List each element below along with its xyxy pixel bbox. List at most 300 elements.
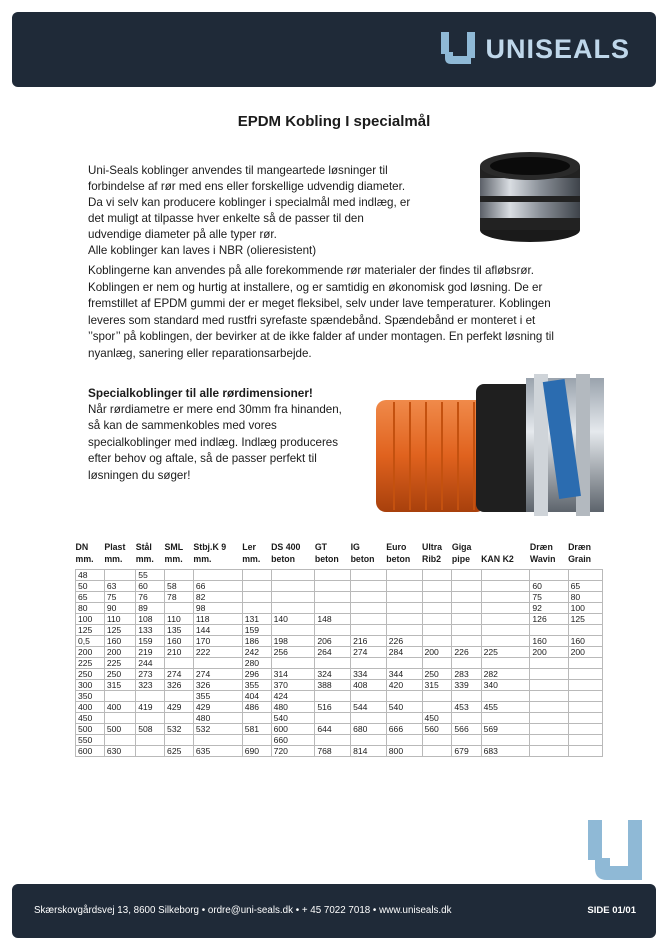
table-cell: 92 bbox=[530, 603, 568, 614]
table-cell bbox=[351, 570, 387, 581]
table-cell bbox=[568, 669, 602, 680]
table-cell bbox=[351, 735, 387, 746]
table-cell bbox=[315, 603, 351, 614]
table-cell bbox=[530, 669, 568, 680]
table-row bbox=[76, 581, 603, 592]
table-row bbox=[76, 680, 603, 691]
table-cell: 625 bbox=[165, 746, 194, 757]
table-cell: 581 bbox=[242, 724, 271, 735]
column-header-text: Ultra bbox=[422, 542, 443, 552]
table-cell bbox=[104, 735, 135, 746]
table-cell bbox=[530, 658, 568, 669]
table-cell: 323 bbox=[136, 680, 165, 691]
table-cell: 429 bbox=[193, 702, 242, 713]
table-cell: 569 bbox=[481, 724, 530, 735]
table-cell bbox=[271, 592, 315, 603]
column-header bbox=[452, 540, 481, 570]
table-cell bbox=[568, 625, 602, 636]
table-cell bbox=[315, 735, 351, 746]
table-cell bbox=[452, 614, 481, 625]
intro-line: Alle koblinger kan laves i NBR (olieresistent) bbox=[88, 244, 317, 257]
table-row bbox=[76, 669, 603, 680]
table-cell: 90 bbox=[104, 603, 135, 614]
column-header-text: SML bbox=[164, 542, 184, 552]
column-header bbox=[530, 540, 568, 570]
table-cell bbox=[271, 603, 315, 614]
intro-line: forbindelse af rør med ens eller forskellige udvendig diameter. bbox=[88, 180, 406, 193]
column-header-text: Wavin bbox=[529, 553, 556, 564]
table-cell bbox=[242, 592, 271, 603]
table-cell bbox=[315, 658, 351, 669]
column-header-text: pipe bbox=[451, 553, 470, 564]
table-cell: 160 bbox=[568, 636, 602, 647]
table-cell bbox=[315, 691, 351, 702]
table-cell: 344 bbox=[386, 669, 422, 680]
table-cell: 264 bbox=[315, 647, 351, 658]
table-cell bbox=[452, 735, 481, 746]
table-cell: 75 bbox=[530, 592, 568, 603]
table-cell bbox=[271, 581, 315, 592]
table-cell: 720 bbox=[271, 746, 315, 757]
table-cell bbox=[481, 603, 530, 614]
table-cell: 355 bbox=[193, 691, 242, 702]
table-row bbox=[76, 735, 603, 746]
table-cell: 404 bbox=[242, 691, 271, 702]
special-line: Når rørdiametre er mere end 30mm fra hinanden, bbox=[88, 402, 342, 416]
table-cell: 160 bbox=[530, 636, 568, 647]
table-cell bbox=[242, 603, 271, 614]
special-line: efter behov og aftale, så de passer perfekt til bbox=[88, 452, 317, 465]
table-cell: 200 bbox=[530, 647, 568, 658]
table-cell: 198 bbox=[271, 636, 315, 647]
table-cell: 206 bbox=[315, 636, 351, 647]
table-cell: 540 bbox=[386, 702, 422, 713]
table-cell: 200 bbox=[104, 647, 135, 658]
table-cell: 453 bbox=[452, 702, 481, 713]
table-cell bbox=[452, 570, 481, 581]
table-cell: 274 bbox=[165, 669, 194, 680]
table-cell: 159 bbox=[136, 636, 165, 647]
dimension-table-grid bbox=[75, 540, 603, 757]
table-cell: 200 bbox=[422, 647, 452, 658]
table-cell: 66 bbox=[193, 581, 242, 592]
table-cell bbox=[530, 746, 568, 757]
column-header-text: Giga bbox=[451, 542, 472, 552]
table-cell: 100 bbox=[568, 603, 602, 614]
table-cell bbox=[422, 603, 452, 614]
table-row bbox=[76, 746, 603, 757]
table-cell: 400 bbox=[76, 702, 105, 713]
table-cell: 388 bbox=[315, 680, 351, 691]
table-cell: 110 bbox=[104, 614, 135, 625]
table-cell bbox=[452, 658, 481, 669]
table-cell: 284 bbox=[386, 647, 422, 658]
table-cell bbox=[315, 570, 351, 581]
table-cell: 135 bbox=[165, 625, 194, 636]
table-cell: 340 bbox=[481, 680, 530, 691]
table-row bbox=[76, 570, 603, 581]
column-header-text: DS 400 bbox=[271, 542, 301, 552]
table-cell: 216 bbox=[351, 636, 387, 647]
table-cell: 480 bbox=[193, 713, 242, 724]
table-cell: 768 bbox=[315, 746, 351, 757]
table-cell bbox=[422, 735, 452, 746]
column-header-text: GT bbox=[314, 542, 328, 552]
table-cell: 118 bbox=[193, 614, 242, 625]
table-cell bbox=[530, 625, 568, 636]
table-header-row bbox=[76, 540, 603, 570]
table-cell: 500 bbox=[76, 724, 105, 735]
uniseals-logo-icon bbox=[439, 32, 477, 66]
table-cell bbox=[481, 735, 530, 746]
table-cell bbox=[351, 581, 387, 592]
table-cell bbox=[193, 658, 242, 669]
table-cell: 814 bbox=[351, 746, 387, 757]
column-header bbox=[422, 540, 452, 570]
column-header-text: mm. bbox=[242, 553, 261, 564]
table-cell bbox=[530, 691, 568, 702]
table-cell: 100 bbox=[76, 614, 105, 625]
description-paragraph: Koblingerne kan anvendes på alle forekommende rør materialer der findes til afløbsrør. Koblingen er nem og hurtig at installere, og er samtidig en økonomisk god løsning. De er fremstillet af EPDM gummi der er meget fleksibel, selv under lave temperaturer. Koblingen leveres som standard med rustfri syrefaste spændebånd. Spændebånd er monteret i et ’’spor’’ på koblingen, der bevirker at de ikke falder af under montagen. En perfekt løsning til nyanlæg, sanering eller reparationsarbejde. bbox=[88, 264, 554, 360]
table-cell bbox=[422, 614, 452, 625]
table-cell bbox=[386, 581, 422, 592]
intro-line: udvendige diameter på alle typer rør. bbox=[88, 228, 277, 241]
table-cell: 110 bbox=[165, 614, 194, 625]
table-cell bbox=[386, 592, 422, 603]
table-cell bbox=[193, 735, 242, 746]
table-cell bbox=[481, 691, 530, 702]
table-cell bbox=[530, 702, 568, 713]
header-bar bbox=[12, 12, 656, 87]
column-header bbox=[76, 540, 105, 570]
table-row bbox=[76, 614, 603, 625]
table-cell: 256 bbox=[271, 647, 315, 658]
table-row bbox=[76, 647, 603, 658]
table-cell: 486 bbox=[242, 702, 271, 713]
table-cell bbox=[351, 625, 387, 636]
table-cell: 450 bbox=[422, 713, 452, 724]
column-header-text: mm. bbox=[193, 553, 212, 564]
table-cell: 225 bbox=[104, 658, 135, 669]
intro-line: Uni-Seals koblinger anvendes til mangeartede løsninger til bbox=[88, 164, 388, 177]
table-cell: 480 bbox=[271, 702, 315, 713]
table-cell bbox=[481, 713, 530, 724]
table-cell: 126 bbox=[530, 614, 568, 625]
table-cell: 80 bbox=[568, 592, 602, 603]
table-cell bbox=[530, 735, 568, 746]
table-cell bbox=[242, 581, 271, 592]
uniseals-logo bbox=[439, 32, 630, 66]
special-heading: Specialkoblinger til alle rørdimensioner! bbox=[88, 386, 313, 400]
dimension-table bbox=[75, 540, 603, 757]
uniseals-u-mark bbox=[588, 820, 644, 882]
column-header-text: beton bbox=[350, 553, 375, 564]
special-line: så kan de sammenkobles med vores bbox=[88, 419, 277, 432]
table-cell: 186 bbox=[242, 636, 271, 647]
table-cell: 160 bbox=[165, 636, 194, 647]
special-line: specialkoblinger med indlæg. Indlæg produceres bbox=[88, 435, 339, 449]
table-cell bbox=[165, 691, 194, 702]
table-cell: 680 bbox=[351, 724, 387, 735]
table-cell bbox=[136, 691, 165, 702]
table-cell bbox=[271, 570, 315, 581]
table-cell: 532 bbox=[193, 724, 242, 735]
table-cell: 450 bbox=[76, 713, 105, 724]
table-cell: 140 bbox=[271, 614, 315, 625]
table-cell: 500 bbox=[104, 724, 135, 735]
table-cell: 159 bbox=[242, 625, 271, 636]
intro-line: Da vi selv kan producere koblinger i specialmål med indlæg, er bbox=[88, 196, 411, 209]
table-cell bbox=[315, 592, 351, 603]
table-cell: 125 bbox=[568, 614, 602, 625]
table-cell: 315 bbox=[422, 680, 452, 691]
table-cell bbox=[568, 746, 602, 757]
table-cell: 326 bbox=[193, 680, 242, 691]
column-header bbox=[136, 540, 165, 570]
table-cell bbox=[165, 570, 194, 581]
table-cell: 63 bbox=[104, 581, 135, 592]
table-cell: 133 bbox=[136, 625, 165, 636]
special-line: løsningen du søger! bbox=[88, 468, 191, 482]
table-cell: 280 bbox=[242, 658, 271, 669]
table-cell: 516 bbox=[315, 702, 351, 713]
column-header-text: IG bbox=[350, 542, 360, 552]
column-header-text: Dræn bbox=[568, 542, 592, 552]
table-cell: 48 bbox=[76, 570, 105, 581]
table-cell: 148 bbox=[315, 614, 351, 625]
column-header-text: mm. bbox=[135, 553, 154, 564]
table-cell: 350 bbox=[76, 691, 105, 702]
table-cell bbox=[568, 570, 602, 581]
table-cell: 679 bbox=[452, 746, 481, 757]
table-cell bbox=[386, 713, 422, 724]
table-cell: 630 bbox=[104, 746, 135, 757]
table-cell bbox=[136, 713, 165, 724]
table-cell: 419 bbox=[136, 702, 165, 713]
table-cell bbox=[386, 625, 422, 636]
table-cell bbox=[568, 724, 602, 735]
table-cell: 225 bbox=[76, 658, 105, 669]
special-section bbox=[88, 385, 388, 484]
table-cell bbox=[422, 592, 452, 603]
table-cell: 300 bbox=[76, 680, 105, 691]
table-cell: 660 bbox=[271, 735, 315, 746]
table-cell bbox=[351, 603, 387, 614]
table-cell: 89 bbox=[136, 603, 165, 614]
table-cell: 50 bbox=[76, 581, 105, 592]
table-cell: 314 bbox=[271, 669, 315, 680]
column-header bbox=[193, 540, 242, 570]
table-cell: 326 bbox=[165, 680, 194, 691]
table-cell: 200 bbox=[568, 647, 602, 658]
table-cell: 65 bbox=[76, 592, 105, 603]
table-row bbox=[76, 713, 603, 724]
table-cell bbox=[568, 658, 602, 669]
table-cell: 429 bbox=[165, 702, 194, 713]
table-cell bbox=[568, 702, 602, 713]
table-cell bbox=[452, 691, 481, 702]
table-cell bbox=[351, 691, 387, 702]
table-cell: 226 bbox=[452, 647, 481, 658]
table-cell bbox=[242, 570, 271, 581]
table-cell: 339 bbox=[452, 680, 481, 691]
column-header bbox=[165, 540, 194, 570]
table-cell: 274 bbox=[193, 669, 242, 680]
table-cell bbox=[104, 713, 135, 724]
logo-text: UNISEALS bbox=[485, 33, 630, 64]
table-cell: 82 bbox=[193, 592, 242, 603]
table-cell bbox=[242, 713, 271, 724]
table-cell: 408 bbox=[351, 680, 387, 691]
table-cell: 274 bbox=[351, 647, 387, 658]
table-cell bbox=[422, 570, 452, 581]
table-cell: 60 bbox=[136, 581, 165, 592]
table-cell: 170 bbox=[193, 636, 242, 647]
table-cell: 0,5 bbox=[76, 636, 105, 647]
table-cell: 455 bbox=[481, 702, 530, 713]
table-cell bbox=[386, 735, 422, 746]
column-header-text: mm. bbox=[75, 553, 94, 564]
table-cell: 78 bbox=[165, 592, 194, 603]
table-cell: 355 bbox=[242, 680, 271, 691]
table-cell: 250 bbox=[422, 669, 452, 680]
table-cell bbox=[271, 658, 315, 669]
table-cell: 76 bbox=[136, 592, 165, 603]
table-cell: 244 bbox=[136, 658, 165, 669]
table-cell bbox=[481, 614, 530, 625]
table-cell: 125 bbox=[104, 625, 135, 636]
table-cell bbox=[104, 691, 135, 702]
column-header-text: DN bbox=[75, 542, 89, 552]
table-cell bbox=[422, 702, 452, 713]
table-cell bbox=[315, 625, 351, 636]
table-cell: 125 bbox=[76, 625, 105, 636]
table-cell: 424 bbox=[271, 691, 315, 702]
table-cell bbox=[422, 691, 452, 702]
table-cell: 635 bbox=[193, 746, 242, 757]
column-header-text: mm. bbox=[164, 553, 183, 564]
table-cell: 282 bbox=[481, 669, 530, 680]
table-cell: 108 bbox=[136, 614, 165, 625]
column-header bbox=[104, 540, 135, 570]
table-row bbox=[76, 636, 603, 647]
table-cell bbox=[530, 724, 568, 735]
table-cell bbox=[568, 735, 602, 746]
table-cell: 544 bbox=[351, 702, 387, 713]
table-cell bbox=[452, 603, 481, 614]
table-cell bbox=[452, 592, 481, 603]
table-cell: 222 bbox=[193, 647, 242, 658]
table-cell: 296 bbox=[242, 669, 271, 680]
table-cell: 273 bbox=[136, 669, 165, 680]
table-row bbox=[76, 691, 603, 702]
column-header-text: KAN K2 bbox=[481, 553, 514, 564]
table-cell: 315 bbox=[104, 680, 135, 691]
table-cell bbox=[165, 713, 194, 724]
table-cell bbox=[452, 581, 481, 592]
column-header-text: Dræn bbox=[529, 542, 553, 552]
table-cell: 600 bbox=[271, 724, 315, 735]
table-cell: 420 bbox=[386, 680, 422, 691]
table-cell: 200 bbox=[76, 647, 105, 658]
column-header-text: Ler bbox=[242, 542, 256, 552]
column-header-text: Stål bbox=[135, 542, 152, 552]
table-cell: 400 bbox=[104, 702, 135, 713]
table-cell: 55 bbox=[136, 570, 165, 581]
column-header bbox=[351, 540, 387, 570]
table-cell: 250 bbox=[76, 669, 105, 680]
column-header bbox=[386, 540, 422, 570]
table-cell: 283 bbox=[452, 669, 481, 680]
column-header-text: Euro bbox=[386, 542, 407, 552]
table-cell bbox=[530, 570, 568, 581]
table-cell bbox=[386, 691, 422, 702]
table-cell bbox=[136, 735, 165, 746]
table-cell bbox=[422, 581, 452, 592]
table-cell: 540 bbox=[271, 713, 315, 724]
coupling-product-image bbox=[470, 138, 590, 248]
column-header bbox=[242, 540, 271, 570]
table-cell: 600 bbox=[76, 746, 105, 757]
table-cell bbox=[530, 713, 568, 724]
table-cell: 75 bbox=[104, 592, 135, 603]
footer-bar bbox=[12, 884, 656, 938]
table-cell: 370 bbox=[271, 680, 315, 691]
page-number: SIDE 01/01 bbox=[587, 905, 636, 916]
table-cell: 226 bbox=[386, 636, 422, 647]
table-cell bbox=[271, 625, 315, 636]
table-cell: 690 bbox=[242, 746, 271, 757]
pipe-coupling-image bbox=[376, 370, 604, 520]
table-cell bbox=[481, 658, 530, 669]
table-cell: 225 bbox=[481, 647, 530, 658]
table-row bbox=[76, 658, 603, 669]
table-cell bbox=[452, 636, 481, 647]
table-cell bbox=[351, 658, 387, 669]
table-cell bbox=[452, 713, 481, 724]
table-cell: 242 bbox=[242, 647, 271, 658]
table-cell bbox=[165, 603, 194, 614]
table-cell: 131 bbox=[242, 614, 271, 625]
table-cell bbox=[422, 625, 452, 636]
table-cell: 219 bbox=[136, 647, 165, 658]
table-cell: 80 bbox=[76, 603, 105, 614]
column-header-text: mm. bbox=[104, 553, 123, 564]
table-cell bbox=[422, 636, 452, 647]
intro-line: det muligt at tilpasse hver enkelte så de passer til den bbox=[88, 212, 364, 225]
table-cell: 800 bbox=[386, 746, 422, 757]
table-cell bbox=[422, 746, 452, 757]
table-cell: 160 bbox=[104, 636, 135, 647]
table-row bbox=[76, 625, 603, 636]
table-cell bbox=[136, 746, 165, 757]
column-header-text: Rib2 bbox=[422, 553, 442, 564]
footer-contact: Skærskovgårdsvej 13, 8600 Silkeborg • ordre@uni-seals.dk • + 45 7022 7018 • www.uniseals.dk bbox=[34, 905, 452, 916]
table-cell: 666 bbox=[386, 724, 422, 735]
table-row bbox=[76, 592, 603, 603]
column-header bbox=[568, 540, 602, 570]
table-cell: 550 bbox=[76, 735, 105, 746]
table-cell: 250 bbox=[104, 669, 135, 680]
table-cell: 60 bbox=[530, 581, 568, 592]
table-cell: 65 bbox=[568, 581, 602, 592]
table-cell bbox=[481, 592, 530, 603]
table-cell bbox=[386, 570, 422, 581]
table-cell bbox=[104, 570, 135, 581]
table-cell: 644 bbox=[315, 724, 351, 735]
table-cell bbox=[165, 735, 194, 746]
table-cell bbox=[452, 625, 481, 636]
